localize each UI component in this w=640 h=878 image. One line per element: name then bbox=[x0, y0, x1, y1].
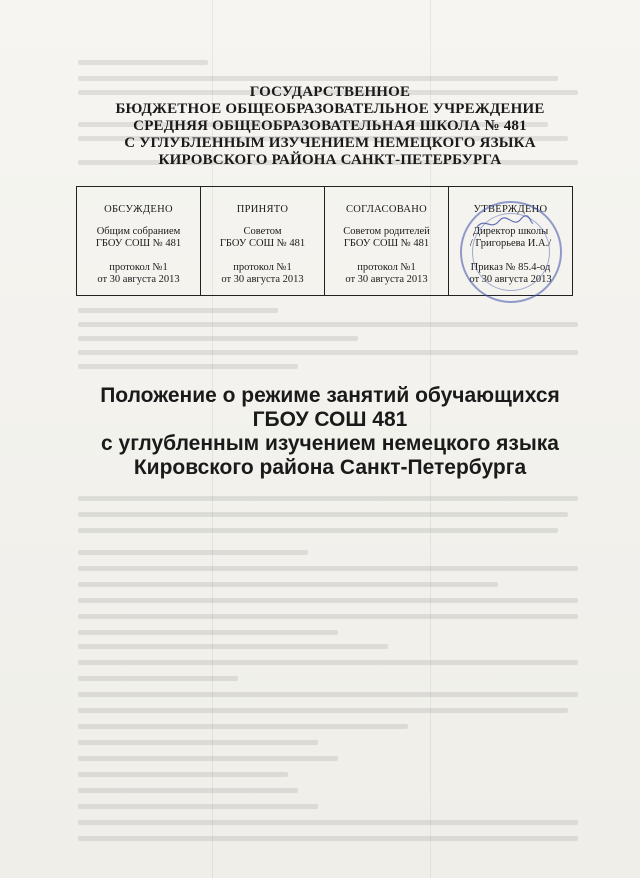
title-line: Кировского района Санкт-Петербурга bbox=[133, 456, 527, 479]
approval-protocol: протокол №1 bbox=[109, 261, 168, 273]
approval-protocol: Приказ № 85.4-од bbox=[470, 261, 551, 273]
approval-body: ГБОУ СОШ № 481 bbox=[95, 238, 182, 249]
approval-approved bbox=[449, 187, 572, 295]
approval-title: УТВЕРЖДЕНО bbox=[473, 204, 548, 215]
approval-table bbox=[76, 186, 573, 296]
approval-agreed bbox=[325, 187, 449, 295]
title-line: с углубленным изучением немецкого языка bbox=[101, 432, 559, 455]
approval-title: ОБСУЖДЕНО bbox=[104, 204, 173, 215]
approval-title: СОГЛАСОВАНО bbox=[345, 204, 428, 215]
header-line: С УГЛУБЛЕННЫМ ИЗУЧЕНИЕМ НЕМЕЦКОГО ЯЗЫКА bbox=[124, 135, 536, 151]
approval-body: / Григорьева И.А./ bbox=[469, 238, 552, 249]
approval-protocol: протокол №1 bbox=[357, 261, 416, 273]
approval-body: ГБОУ СОШ № 481 bbox=[343, 238, 430, 249]
header-line: СРЕДНЯЯ ОБЩЕОБРАЗОВАТЕЛЬНАЯ ШКОЛА № 481 bbox=[133, 118, 527, 134]
approval-protocol: протокол №1 bbox=[233, 261, 292, 273]
header-line: БЮДЖЕТНОЕ ОБЩЕОБРАЗОВАТЕЛЬНОЕ УЧРЕЖДЕНИЕ bbox=[115, 101, 545, 117]
approval-date: от 30 августа 2013 bbox=[97, 274, 180, 285]
approval-accepted bbox=[201, 187, 325, 295]
approval-body: ГБОУ СОШ № 481 bbox=[219, 238, 306, 249]
institution-header bbox=[60, 84, 600, 169]
approval-discussed bbox=[77, 187, 201, 295]
approval-body: Советом родителей bbox=[343, 225, 430, 237]
approval-date: от 30 августа 2013 bbox=[469, 274, 552, 285]
approval-date: от 30 августа 2013 bbox=[221, 274, 304, 285]
signature-icon bbox=[475, 213, 535, 233]
header-line: ГОСУДАРСТВЕННОЕ bbox=[249, 84, 411, 100]
approval-body: Советом bbox=[243, 225, 282, 237]
approval-date: от 30 августа 2013 bbox=[345, 274, 428, 285]
title-line: ГБОУ СОШ 481 bbox=[252, 408, 408, 431]
header-line: КИРОВСКОГО РАЙОНА САНКТ-ПЕТЕРБУРГА bbox=[158, 152, 502, 168]
approval-body: Общим собранием bbox=[96, 225, 181, 237]
title-line: Положение о режиме занятий обучающихся bbox=[100, 384, 560, 407]
approval-title: ПРИНЯТО bbox=[236, 204, 289, 215]
document-title bbox=[40, 384, 620, 480]
approval-body: Директор школы bbox=[472, 225, 549, 237]
